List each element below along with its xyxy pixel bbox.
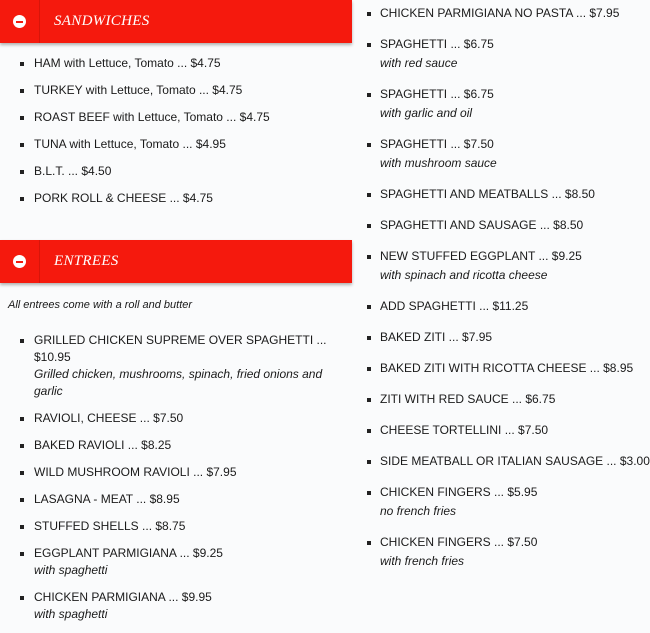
item-description: with red sauce xyxy=(380,56,458,70)
item-name: TURKEY with Lettuce, Tomato ... $4.75 xyxy=(34,83,243,97)
menu-item xyxy=(364,85,650,123)
menu-item xyxy=(364,452,650,471)
item-name: ADD SPAGHETTI ... $11.25 xyxy=(380,299,529,313)
menu-item xyxy=(364,4,650,23)
menu-item xyxy=(0,545,352,579)
item-name: SPAGHETTI ... $6.75 xyxy=(380,87,494,101)
menu-item xyxy=(0,136,352,153)
item-name: CHEESE TORTELLINI ... $7.50 xyxy=(380,423,549,437)
collapse-icon[interactable] xyxy=(0,240,40,283)
item-description: no french fries xyxy=(380,504,457,518)
menu-item xyxy=(0,82,352,99)
entrees-list xyxy=(0,332,352,623)
item-name: BAKED RAVIOLI ... $8.25 xyxy=(34,438,172,452)
entrees-list-continued xyxy=(364,4,650,571)
menu-item xyxy=(0,518,352,535)
item-name: SPAGHETTI ... $6.75 xyxy=(380,37,494,51)
menu-item xyxy=(364,35,650,73)
menu-item xyxy=(364,135,650,173)
collapse-icon[interactable] xyxy=(0,0,40,43)
item-name: SPAGHETTI ... $7.50 xyxy=(380,137,494,151)
item-description: Grilled chicken, mushrooms, spinach, fried onions and garlic xyxy=(34,367,323,398)
item-description: with french fries xyxy=(380,554,465,568)
item-name: CHICKEN FINGERS ... $7.50 xyxy=(380,535,538,549)
menu-item xyxy=(364,185,650,204)
section-header-entrees[interactable] xyxy=(0,240,352,283)
section-title: ENTREES xyxy=(54,253,119,269)
menu-item xyxy=(364,297,650,316)
item-name: ZITI WITH RED SAUCE ... $6.75 xyxy=(380,392,556,406)
menu-item xyxy=(0,55,352,72)
menu-item xyxy=(364,483,650,521)
item-name: BAKED ZITI WITH RICOTTA CHEESE ... $8.95 xyxy=(380,361,634,375)
item-name: EGGPLANT PARMIGIANA ... $9.25 xyxy=(34,546,223,560)
menu-item xyxy=(0,163,352,180)
menu-item xyxy=(0,109,352,126)
item-name: TUNA with Lettuce, Tomato ... $4.95 xyxy=(34,137,226,151)
menu-item xyxy=(0,332,352,400)
item-name: NEW STUFFED EGGPLANT ... $9.25 xyxy=(380,249,582,263)
item-description: with spinach and ricotta cheese xyxy=(380,268,548,282)
menu-item xyxy=(364,533,650,571)
item-name: LASAGNA - MEAT ... $8.95 xyxy=(34,492,180,506)
entrees-note: All entrees come with a roll and butter xyxy=(8,299,193,311)
menu-item xyxy=(364,359,650,378)
menu-item xyxy=(0,491,352,508)
menu-item xyxy=(0,190,352,207)
item-name: STUFFED SHELLS ... $8.75 xyxy=(34,519,186,533)
item-name: ROAST BEEF with Lettuce, Tomato ... $4.75 xyxy=(34,110,270,124)
section-header-sandwiches[interactable] xyxy=(0,0,352,43)
menu-item xyxy=(364,328,650,347)
item-name: BAKED ZITI ... $7.95 xyxy=(380,330,493,344)
menu-item xyxy=(0,589,352,623)
item-name: SPAGHETTI AND MEATBALLS ... $8.50 xyxy=(380,187,595,201)
item-name: HAM with Lettuce, Tomato ... $4.75 xyxy=(34,56,221,70)
sandwiches-list xyxy=(0,43,352,207)
item-description: with mushroom sauce xyxy=(380,156,497,170)
item-description: with spaghetti xyxy=(34,607,108,621)
item-name: CHICKEN PARMIGIANA ... $9.95 xyxy=(34,590,212,604)
menu-item xyxy=(364,421,650,440)
menu-item xyxy=(364,247,650,285)
item-name: SIDE MEATBALL OR ITALIAN SAUSAGE ... $3.00 xyxy=(380,454,650,468)
menu-item xyxy=(364,216,650,235)
item-name: WILD MUSHROOM RAVIOLI ... $7.95 xyxy=(34,465,237,479)
menu-item xyxy=(364,390,650,409)
item-name: CHICKEN FINGERS ... $5.95 xyxy=(380,485,538,499)
right-column xyxy=(364,4,650,583)
section-title: SANDWICHES xyxy=(54,13,150,29)
item-name: PORK ROLL & CHEESE ... $4.75 xyxy=(34,191,213,205)
item-name: CHICKEN PARMIGIANA NO PASTA ... $7.95 xyxy=(380,6,620,20)
item-name: SPAGHETTI AND SAUSAGE ... $8.50 xyxy=(380,218,584,232)
item-description: with spaghetti xyxy=(34,563,108,577)
menu-item xyxy=(0,437,352,454)
item-name: B.L.T. ... $4.50 xyxy=(34,164,112,178)
item-name: RAVIOLI, CHEESE ... $7.50 xyxy=(34,411,184,425)
item-name: GRILLED CHICKEN SUPREME OVER SPAGHETTI ... $10.95 xyxy=(34,333,327,364)
menu-item xyxy=(0,464,352,481)
menu-item xyxy=(0,410,352,427)
item-description: with garlic and oil xyxy=(380,106,473,120)
